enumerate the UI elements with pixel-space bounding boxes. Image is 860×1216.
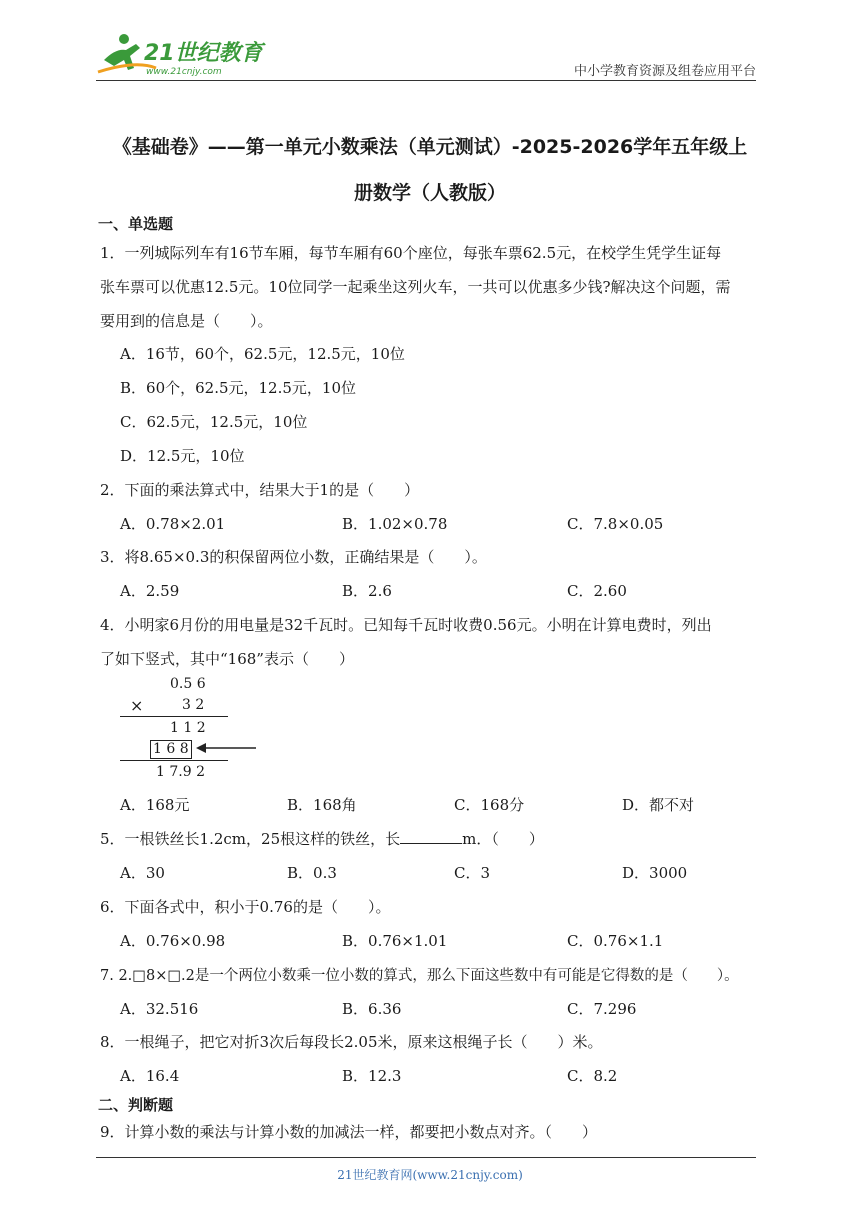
section-true-false: 二、判断题 (98, 1096, 174, 1114)
q2-option-c[interactable]: C．7.8×0.05 (567, 515, 664, 533)
q3-option-c[interactable]: C．2.60 (567, 582, 627, 600)
q5-stem (100, 828, 544, 849)
q5-answer-blank[interactable] (400, 829, 462, 844)
platform-name: 中小学教育资源及组卷应用平台 (573, 64, 756, 79)
q2-option-b[interactable]: B．1.02×0.78 (342, 515, 448, 533)
page-header (96, 30, 756, 80)
q4-option-d[interactable]: D．都不对 (622, 796, 695, 814)
calc-result: 1 7.9 2 (156, 764, 205, 780)
logo-url: www.21cnjy.com (146, 67, 222, 77)
q2-stem: 2．下面的乘法算式中，结果大于1的是（ ） (100, 481, 420, 499)
q2-option-a[interactable]: A．0.78×2.01 (120, 515, 226, 533)
q1-option-b[interactable]: B．60个，62.5元，12.5元，10位 (120, 379, 356, 397)
logo (96, 30, 266, 80)
q5-option-a[interactable]: A．30 (120, 864, 165, 882)
q1-option-a[interactable]: A．16节，60个，62.5元，12.5元，10位 (120, 345, 405, 363)
q8-option-b[interactable]: B．12.3 (342, 1067, 402, 1085)
q4-stem-line1: 4．小明家6月份的用电量是32千瓦时。已知每千瓦时收费0.56元。小明在计算电费时，列出 (100, 616, 712, 634)
q1-stem-line2: 张车票可以优惠12.5元。10位同学一起乘坐这列火车，一共可以优惠多少钱?解决这个问题，需 (100, 278, 731, 296)
q4-option-b[interactable]: B．168角 (287, 796, 357, 814)
exam-title-line2: 册数学（人教版） (353, 182, 506, 204)
runner-logo-icon (96, 30, 266, 80)
logo-text: 21世纪教育 (144, 41, 263, 66)
section-single-choice: 一、单选题 (98, 215, 174, 233)
q1-option-d[interactable]: D．12.5元，10位 (120, 447, 245, 465)
arrow-left-icon (194, 740, 258, 756)
q8-stem: 8．一根绳子，把它对折3次后每段长2.05米，原来这根绳子长（ ）米。 (100, 1033, 603, 1051)
header-rule (96, 80, 756, 81)
q3-option-b[interactable]: B．2.6 (342, 582, 392, 600)
q6-option-c[interactable]: C．0.76×1.1 (567, 932, 664, 950)
calc-multiplicand: 0.5 6 (170, 676, 206, 692)
q1-option-c[interactable]: C．62.5元，12.5元，10位 (120, 413, 308, 431)
calc-rule-1 (120, 716, 228, 717)
calc-partial-1: 1 1 2 (170, 720, 206, 736)
q5-stem-before: 5．一根铁丝长1.2cm，25根这样的铁丝，长 (100, 830, 401, 848)
q8-option-c[interactable]: C．8.2 (567, 1067, 618, 1085)
q6-stem: 6．下面各式中，积小于0.76的是（ ）。 (100, 898, 391, 916)
q5-stem-after: m．（ ） (462, 830, 544, 848)
q7-option-c[interactable]: C．7.296 (567, 1000, 637, 1018)
vertical-multiplication (110, 676, 270, 784)
q6-option-a[interactable]: A．0.76×0.98 (120, 932, 226, 950)
q3-stem: 3．将8.65×0.3的积保留两位小数，正确结果是（ ）。 (100, 548, 487, 566)
footer-link[interactable]: 21世纪教育网(www.21cnjy.com) (337, 1168, 523, 1182)
q5-option-c[interactable]: C．3 (454, 864, 491, 882)
calc-multiply-sign: × (130, 696, 144, 715)
q5-option-b[interactable]: B．0.3 (287, 864, 337, 882)
calc-rule-2 (120, 760, 228, 761)
q7-option-a[interactable]: A．32.516 (120, 1000, 199, 1018)
exam-title-line1: 《基础卷》——第一单元小数乘法（单元测试）-2025-2026学年五年级上 (112, 136, 748, 158)
q1-stem-line3: 要用到的信息是（ ）。 (100, 312, 273, 330)
calc-partial-2-boxed: 1 6 8 (150, 740, 192, 759)
q7-stem: 7. 2.□8×□.2是一个两位小数乘一位小数的算式，那么下面这些数中有可能是它得数的是（ ）。 (100, 968, 739, 984)
q6-option-b[interactable]: B．0.76×1.01 (342, 932, 448, 950)
q5-option-d[interactable]: D．3000 (622, 864, 688, 882)
q7-option-b[interactable]: B．6.36 (342, 1000, 402, 1018)
q9-stem: 9．计算小数的乘法与计算小数的加减法一样，都要把小数点对齐。（ ） (100, 1123, 598, 1141)
q8-option-a[interactable]: A．16.4 (120, 1067, 180, 1085)
q4-option-a[interactable]: A．168元 (120, 796, 190, 814)
q3-option-a[interactable]: A．2.59 (120, 582, 180, 600)
q4-option-c[interactable]: C．168分 (454, 796, 525, 814)
q1-stem-line1: 1．一列城际列车有16节车厢，每节车厢有60个座位，每张车票62.5元，在校学生凭学生证每 (100, 244, 722, 262)
calc-multiplier: 3 2 (182, 697, 205, 713)
q4-stem-line2: 了如下竖式，其中“168”表示（ ） (100, 650, 354, 668)
footer-rule (96, 1157, 756, 1158)
